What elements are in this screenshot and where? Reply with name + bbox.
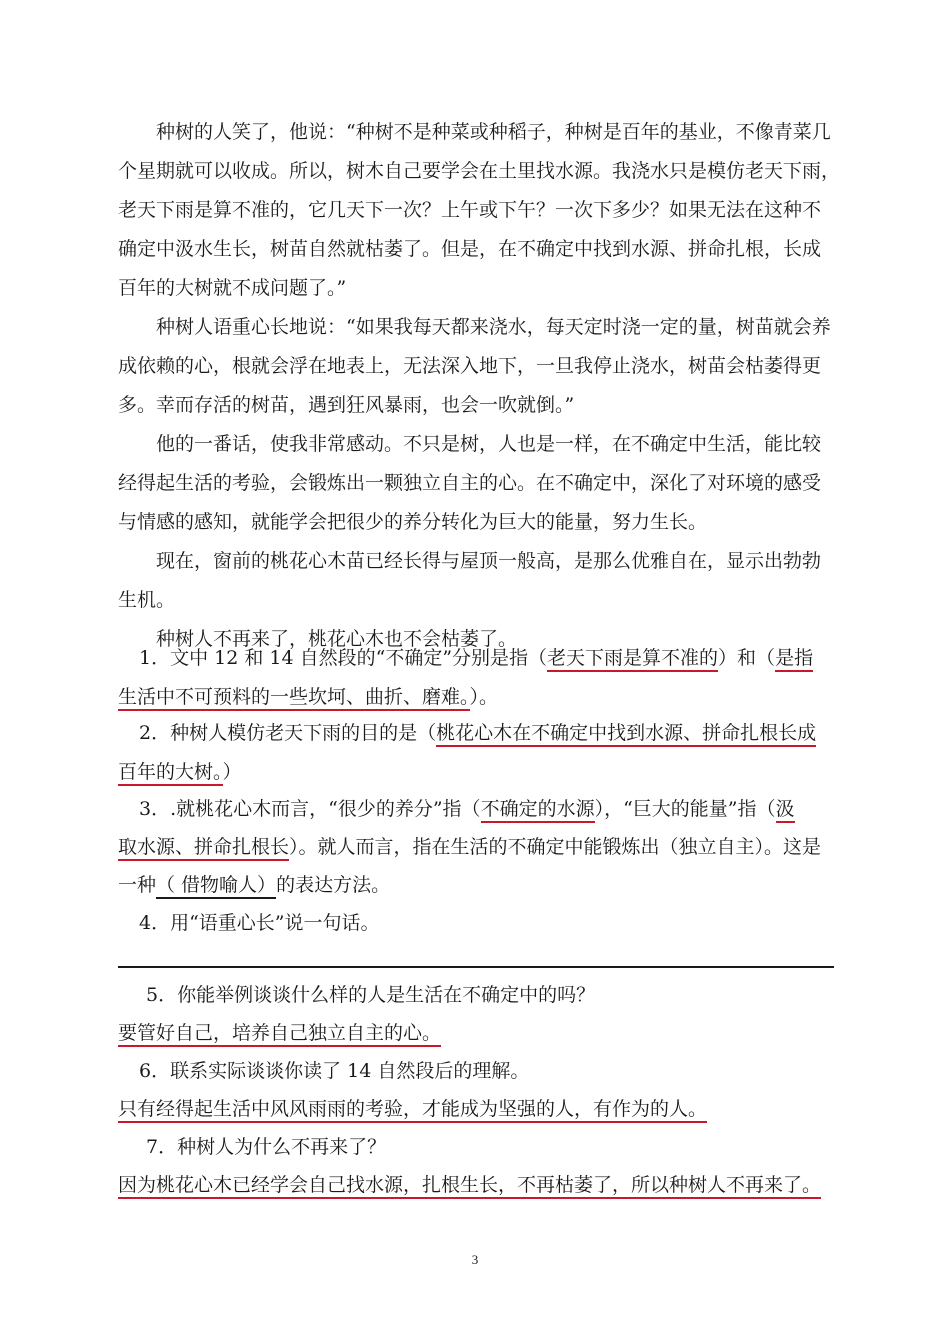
answer-text: 取水源、拼命扎根长 xyxy=(118,836,289,861)
paragraph-line: 成依赖的心，根就会浮在地表上，无法深入地下，一旦我停止浇水，树苗会枯萎得更 xyxy=(118,355,822,377)
question-5: 5．你能举例谈谈什么样的人是生活在不确定中的吗？ xyxy=(146,984,596,1006)
paragraph-line: 种树人不再来了，桃花心木也不会枯萎了。 xyxy=(156,628,518,650)
question-text: ） xyxy=(222,761,242,783)
answer-text: 是指 xyxy=(775,647,813,672)
question-3 xyxy=(139,790,838,828)
answer-text: 不确定的水源 xyxy=(481,798,595,823)
question-2 xyxy=(139,714,838,752)
question-text: 一种 xyxy=(118,874,157,896)
paragraph-line: 与情感的感知，就能学会把很少的养分转化为巨大的能量，努力生长。 xyxy=(118,511,708,533)
paragraph-line: 确定中汲水生长，树苗自然就枯萎了。但是，在不确定中找到水源、拼命扎根，长成 xyxy=(118,238,822,260)
question-text: 3．.就桃花心木而言，“很少的养分”指（ xyxy=(139,798,481,820)
paragraph-line: 现在，窗前的桃花心木苗已经长得与屋顶一般高，是那么优雅自在，显示出勃勃 xyxy=(156,550,822,572)
question-4: 4．用“语重心长”说一句话。 xyxy=(139,912,380,934)
question-text: ）。就人而言，指在生活的不确定中能锻炼出（独立自主）。这是 xyxy=(289,836,822,858)
answer-text: 只有经得起生活中风风雨雨的考验，才能成为坚强的人，有作为的人。 xyxy=(118,1098,707,1123)
answer-text: （ 借物喻人） xyxy=(156,874,276,899)
question-text: 的表达方法。 xyxy=(276,874,391,896)
question-1-cont xyxy=(118,678,838,716)
question-2-cont xyxy=(118,753,838,791)
answer-text: 因为桃花心木已经学会自己找水源，扎根生长，不再枯萎了，所以种树人不再来了。 xyxy=(118,1174,821,1199)
paragraph-line: 种树的人笑了，他说：“种树不是种菜或种稻子，种树是百年的基业，不像青菜几 xyxy=(156,121,831,143)
answer-text: 要管好自己，培养自己独立自主的心。 xyxy=(118,1022,441,1047)
answer-line xyxy=(118,1090,838,1128)
paragraph-line: 百年的大树就不成问题了。” xyxy=(118,277,347,299)
question-text: ），“巨大的能量”指（ xyxy=(594,798,776,820)
page-number: 3 xyxy=(471,1252,479,1267)
question-text: ）。 xyxy=(469,686,499,708)
question-1 xyxy=(139,639,838,677)
paragraph-line: 种树人语重心长地说：“如果我每天都来浇水，每天定时浇一定的量，树苗就会养 xyxy=(156,316,831,338)
answer-text: 汲 xyxy=(776,798,795,823)
answer-text: 老天下雨是算不准的 xyxy=(547,647,718,672)
paragraph-line: 他的一番话，使我非常感动。不只是树，人也是一样，在不确定中生活，能比较 xyxy=(156,433,822,455)
answer-text: 生活中不可预料的一些坎坷、曲折、磨难。 xyxy=(118,686,470,711)
paragraph-line: 多。幸而存活的树苗，遇到狂风暴雨，也会一吹就倒。” xyxy=(118,394,575,416)
question-6: 6．联系实际谈谈你读了 14 自然段后的理解。 xyxy=(139,1060,530,1082)
paragraph-line: 个星期就可以收成。所以，树木自己要学会在土里找水源。我浇水只是模仿老天下雨， xyxy=(118,160,841,182)
question-text: ）和（ xyxy=(718,647,776,669)
answer-text: 桃花心木在不确定中找到水源、拼命扎根长成 xyxy=(436,722,816,747)
question-7: 7．种树人为什么不再来了？ xyxy=(146,1136,387,1158)
question-text: 2．种树人模仿老天下雨的目的是（ xyxy=(139,722,437,744)
answer-blank-line xyxy=(118,966,834,968)
answer-text: 百年的大树。 xyxy=(118,761,223,786)
paragraph-line: 生机。 xyxy=(118,589,176,611)
answer-line xyxy=(118,1166,838,1204)
question-text: 1．文中 12 和 14 自然段的“不确定”分别是指（ xyxy=(139,647,548,669)
paragraph-line: 老天下雨是算不准的，它几天下一次？上午或下午？一次下多少？如果无法在这种不 xyxy=(118,199,822,221)
question-3-cont xyxy=(118,828,838,866)
answer-line xyxy=(118,1014,838,1052)
question-3-cont xyxy=(118,866,838,904)
paragraph-line: 经得起生活的考验，会锻炼出一颗独立自主的心。在不确定中，深化了对环境的感受 xyxy=(118,472,822,494)
